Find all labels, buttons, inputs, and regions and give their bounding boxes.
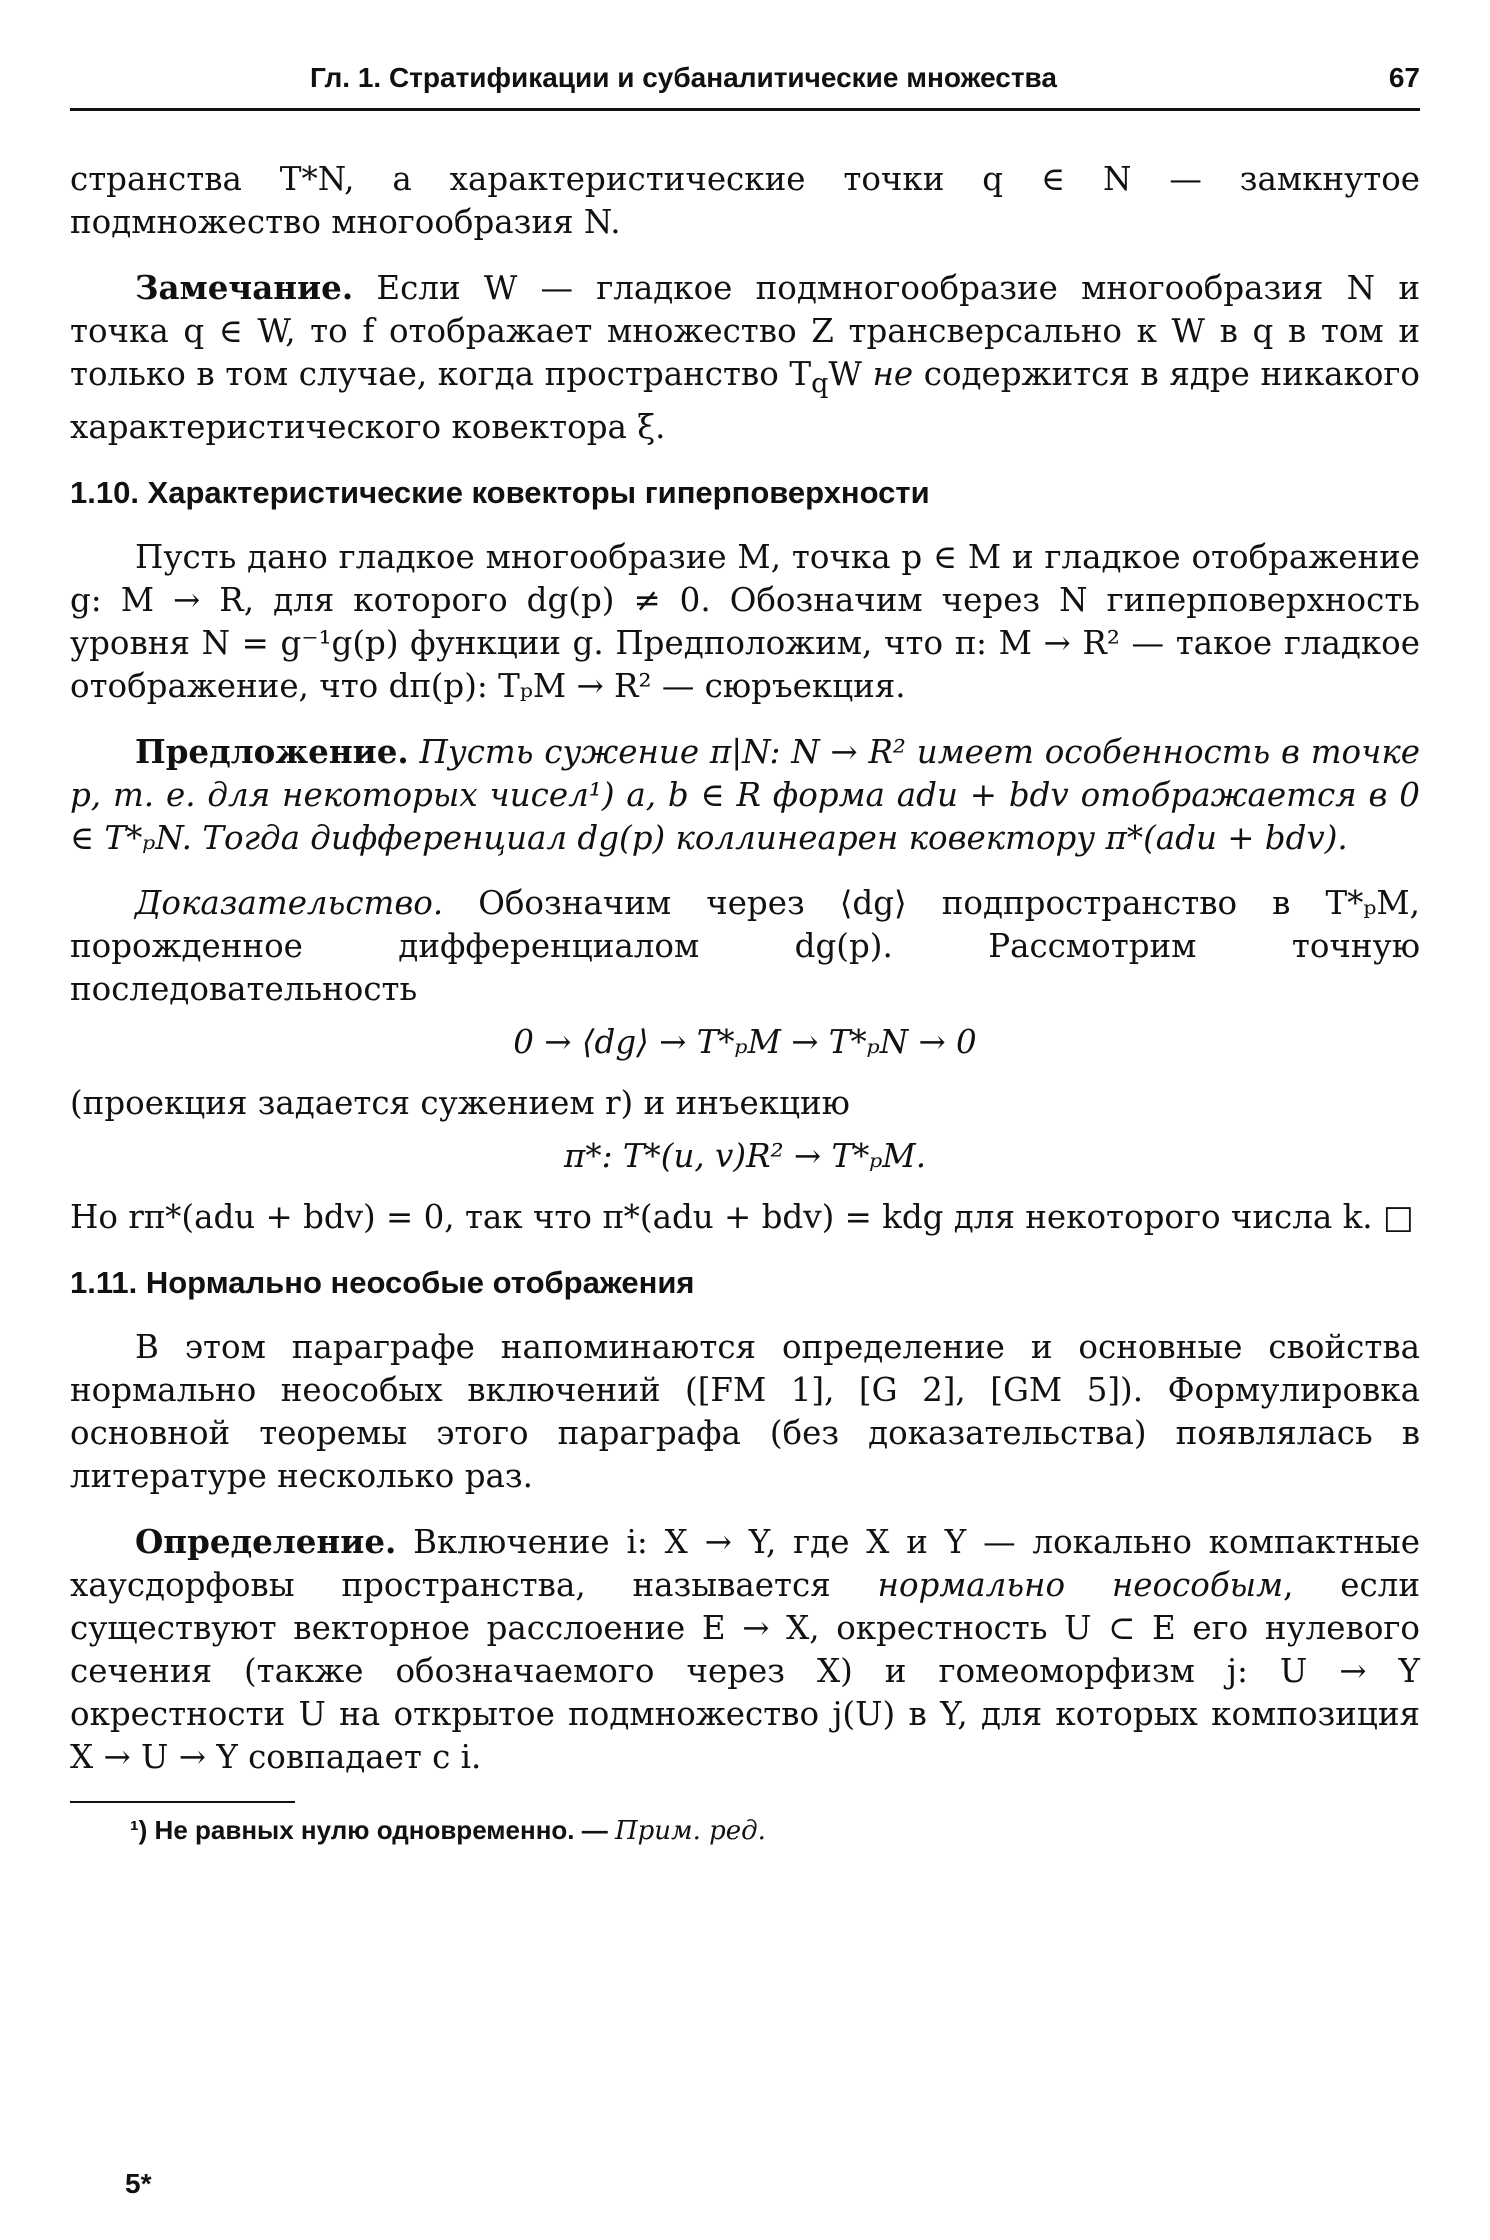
section-1-11-paragraph: В этом параграфе напоминаются определение и основные свойства нормально неособых включений ([FM 1], [G 2], [GM 5]). Формулировка основной теоремы этого параграфа (без доказательства) появлялась в литературе несколько раз. [70, 1327, 1420, 1495]
section-heading-1-11: 1.11. Нормально неособые отображения [70, 1264, 695, 1300]
page-body [70, 158, 1420, 1848]
page-number: 67 [1388, 62, 1420, 93]
definition-italic: нормально неособым [877, 1565, 1284, 1604]
definition-text-1: Включение i: X → Y, где X и Y — локально компактные хаусдорфовы пространства, называется [70, 1522, 1420, 1604]
proposition-label: Предложение. [135, 731, 409, 771]
definition-paragraph [70, 1520, 1420, 1779]
remark-paragraph [70, 266, 1420, 449]
proof-end-paragraph: Но rπ*(adu + bdv) = 0, так что π*(adu + bdv) = kdg для некоторого числа k. □ [70, 1197, 1414, 1236]
running-header [70, 62, 1420, 102]
injection-formula: π*: T*(u, v)R² → T*ₚM. [563, 1136, 927, 1175]
exact-sequence-formula: 0 → ⟨dg⟩ → T*ₚM → T*ₚN → 0 [513, 1022, 977, 1061]
remark-label: Замечание. [135, 268, 354, 307]
remark-subscript: q [811, 368, 829, 400]
footnote-rule [70, 1801, 295, 1803]
footnote-text: Не равных нулю одновременно. — [147, 1814, 615, 1845]
definition-text-2: , если существуют векторное расслоение E → X, окрестность U ⊂ E его нулевого сечения (также обозначаемого через X) и гомеоморфизм j: U → Y окрестности U на открытое подмножество j(U) в Y, для которых композиция X → U → Y совпадает с i. [70, 1565, 1420, 1776]
section-1-10-paragraph: Пусть дано гладкое многообразие M, точка p ∈ M и гладкое отображение g: M → R, для которого dg(p) ≠ 0. Обозначим через N гиперповерхность уровня N = g⁻¹g(p) функции g. Предположим, что π: M → R² — такое гладкое отображение, что dπ(p): TₚM → R² — сюръекция. [70, 537, 1420, 705]
footnote [70, 1813, 1420, 1848]
signature-mark: 5* [125, 2168, 152, 2199]
definition-label: Определение. [135, 1521, 397, 1561]
proof-text: Обозначим через ⟨dg⟩ подпространство в T*ₚM, порожденное дифференциалом dg(p). Рассмотрим точную последовательность [70, 883, 1420, 1008]
header-title: Гл. 1. Стратификации и субаналитические множества [310, 62, 1057, 93]
header-rule [70, 108, 1420, 111]
proposition-paragraph [70, 730, 1420, 860]
footnote-marker: ¹) [130, 1814, 148, 1845]
footnote-italic: Прим. ред. [614, 1815, 766, 1846]
paragraph-continuation: странства T*N, а характеристические точки q ∈ N — замкнутое подмножество многообразия N. [70, 160, 1420, 241]
remark-italic: не [872, 355, 914, 393]
section-heading-1-10: 1.10. Характеристические ковекторы гиперповерхности [70, 474, 930, 510]
remark-text-2: W [828, 355, 873, 393]
proof-paragraph [70, 882, 1420, 1011]
remark-text-3: содержится в ядре никакого характеристического ковектора ξ. [70, 355, 1421, 446]
proposition-text: Пусть сужение π|N: N → R² имеет особенность в точке p, т. е. для некоторых чисел¹) a, b ∈ R форма adu + bdv отображается в 0 ∈ T*ₚN. Тогда дифференциал dg(p) коллинеарен ковектору π*(adu + bdv). [70, 732, 1420, 857]
remark-text: Если W — гладкое подмногообразие многообразия N и точка q ∈ W, то f отображает множество Z трансверсально к W в q в том и только в том случае, когда пространство T [70, 269, 1420, 393]
proof-label: Доказательство. [135, 883, 444, 922]
projection-paragraph: (проекция задается сужением r) и инъекцию [70, 1083, 850, 1122]
